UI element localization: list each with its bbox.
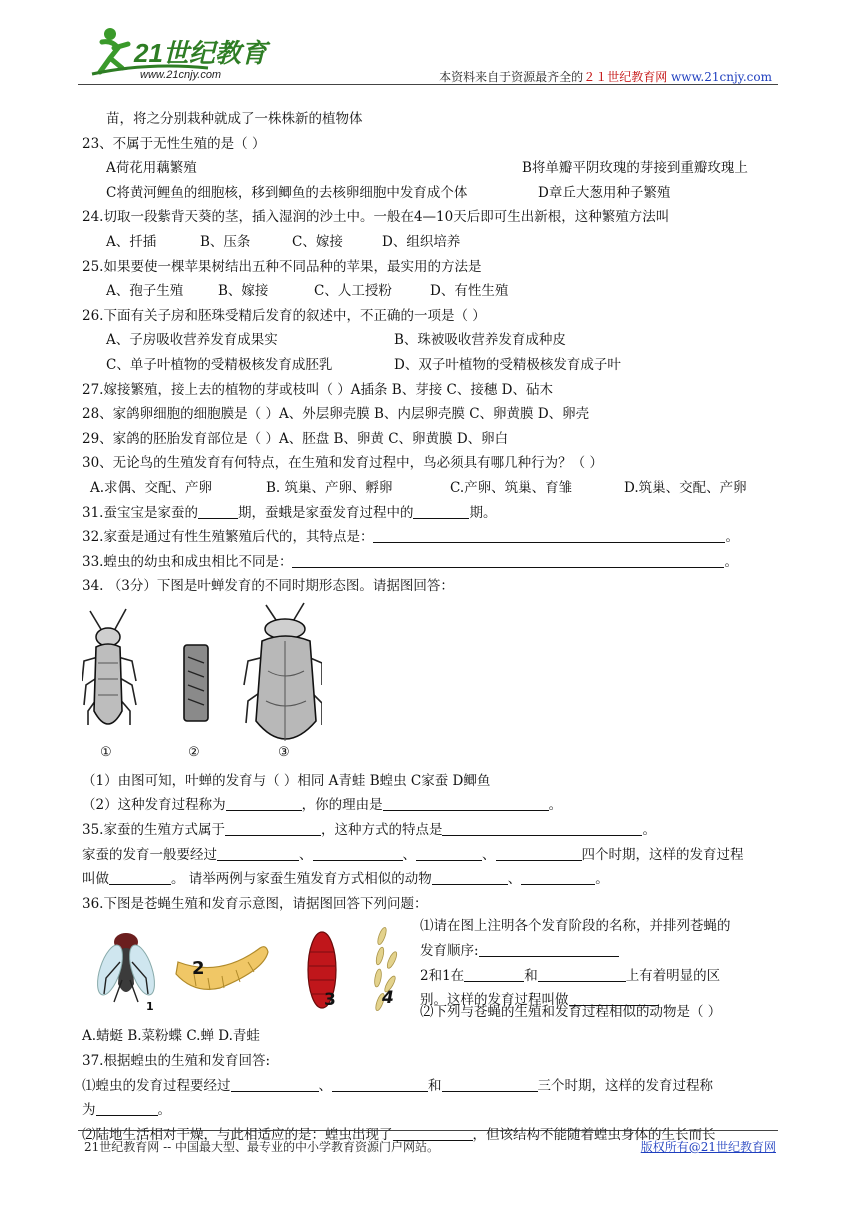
answer-blank[interactable] <box>442 1076 538 1092</box>
answer-blank[interactable] <box>383 795 549 811</box>
source-highlight: ２１世纪教育网 <box>583 70 668 84</box>
fly-stage-label-2: 2 <box>192 958 205 980</box>
footer-divider <box>78 1130 778 1131</box>
stage-label-1: ① <box>100 744 112 760</box>
question-28: 28、家鸽卵细胞的细胞膜是（ ）A、外层卵壳膜 B、内层卵壳膜 C、卵黄膜 D、卵壳 <box>82 406 590 423</box>
fly-stage-label-4: 4 <box>382 988 394 1009</box>
leafhopper-figure <box>82 601 782 769</box>
question-25-options <box>82 279 782 304</box>
answer-blank[interactable] <box>96 1100 158 1116</box>
question-33: 33.蝗虫的幼虫和成虫相比不同是： 。 <box>82 553 738 570</box>
question-32: 32.家蚕是通过有性生殖繁殖后代的，其特点是： 。 <box>82 529 739 546</box>
question-23-options-cd <box>82 181 782 206</box>
page-header <box>78 22 778 84</box>
option-b: B、嫁接 <box>218 283 269 300</box>
option-b: B、压条 <box>200 233 251 250</box>
option-c: C将黄河鲤鱼的细胞核，移到鲫鱼的去核卵细胞中发育成个体 <box>106 184 468 201</box>
option-d: D章丘大葱用种子繁殖 <box>538 184 671 201</box>
answer-blank[interactable] <box>225 820 321 836</box>
question-26-options-ab <box>82 328 782 353</box>
option-d: D.筑巢、交配、产卵 <box>624 479 747 496</box>
option-a: A、子房吸收营养发育成果实 <box>106 332 278 349</box>
question-36-2-text: ⑵下列与苍蝇的生殖和发育过程相似的动物是（ ） <box>420 1004 722 1021</box>
fly-stage-label-3: 3 <box>324 990 336 1011</box>
option-a: A、孢子生殖 <box>106 283 184 300</box>
answer-blank[interactable] <box>109 869 171 885</box>
question-36-text: ⑴请在图上注明各个发育阶段的名称，并排列苍蝇的 发育顺序: 2和1在 和 上有着明显的区 别。这样的发育过程叫做 <box>420 918 731 1009</box>
question-31: 31.蚕宝宝是家蚕的 期，蚕蛾是家蚕发育过程中的 期。 <box>82 504 497 521</box>
option-b: B、珠被吸收营养发育成种皮 <box>394 332 566 349</box>
answer-blank[interactable] <box>432 869 508 885</box>
option-b: B. 筑巢、产卵、孵卵 <box>266 479 393 496</box>
question-26: 26.下面有关子房和胚珠受精后发育的叙述中，不正确的一项是（ ） <box>82 307 486 324</box>
question-23: 23、不属于无性生殖的是（ ） <box>82 135 266 152</box>
question-23-options-ab <box>82 156 782 181</box>
answer-blank[interactable] <box>521 869 595 885</box>
stage-label-2: ② <box>188 744 200 760</box>
question-37: 37.根据蝗虫的生殖和发育回答: <box>82 1053 271 1070</box>
question-37-1: ⑴蝗虫的发育过程要经过 、 和 三个时期，这样的发育过程称 <box>82 1077 713 1094</box>
question-36-2 <box>82 1004 782 1049</box>
source-note: 本资料来自于资源最齐全的２１世纪教育网 www.21cnjy.com <box>439 70 772 84</box>
question-36-options: A.蜻蜓 B.菜粉蝶 C.蝉 D.青蛙 <box>82 1028 260 1045</box>
option-c: C.产卵、筑巢、育雏 <box>450 479 573 496</box>
source-url[interactable]: www.21cnjy.com <box>671 70 772 84</box>
answer-blank[interactable] <box>479 941 619 957</box>
answer-blank[interactable] <box>464 966 524 982</box>
question-24-options <box>82 230 782 255</box>
answer-blank[interactable] <box>332 1076 428 1092</box>
copyright-link[interactable]: 版权所有@21世纪教育网 <box>640 1140 776 1154</box>
question-35-b: 家蚕的发育一般要经过 、 、 、 四个时期，这样的发育过程 <box>82 846 744 863</box>
page-footer <box>84 1138 776 1155</box>
footer-text: 21世纪教育网 -- 中国最大型、最专业的中小学教育资源门户网站。 <box>84 1140 440 1154</box>
question-26-options-cd <box>82 353 782 378</box>
answer-blank[interactable] <box>413 503 469 519</box>
option-c: C、人工授粉 <box>314 283 392 300</box>
site-logo <box>88 24 288 82</box>
question-35: 35.家蚕的生殖方式属于 ，这种方式的特点是 。 <box>82 822 656 839</box>
option-b: B将单瓣平阴玫瑰的芽接到重瓣玫瑰上 <box>522 160 748 177</box>
option-d: D、有性生殖 <box>430 283 509 300</box>
stage-label-3: ③ <box>278 744 290 760</box>
question-29: 29、家鸽的胚胎发育部位是（ ）A、胚盘 B、卵黄 C、卵黄膜 D、卵白 <box>82 430 509 447</box>
svg-text:21世纪教育: 21世纪教育 <box>134 38 267 68</box>
question-36: 36.下图是苍蝇生殖和发育示意图，请据图回答下列问题： <box>82 895 428 912</box>
question-30: 30、无论鸟的生殖发育有何特点，在生殖和发育过程中，鸟必须具有哪几种行为？（ ） <box>82 455 603 472</box>
question-27: 27.嫁接繁殖，接上去的植物的芽或枝叫（ ）A插条 B、芽接 C、接穗 D、砧木 <box>82 381 553 398</box>
question-30-options <box>82 476 782 501</box>
text-line: 苗，将之分别栽种就成了一株株新的植物体 <box>106 111 363 127</box>
leafhopper-stages-image <box>82 601 322 769</box>
answer-blank[interactable] <box>231 1076 319 1092</box>
answer-blank[interactable] <box>416 845 482 861</box>
fly-stage-label-1: 1 <box>146 1000 154 1014</box>
answer-blank[interactable] <box>373 527 725 543</box>
answer-blank[interactable] <box>226 795 302 811</box>
question-35-c: 叫做 。 请举两例与家蚕生殖发育方式相似的动物 、 。 <box>82 871 609 888</box>
question-34: 34. （3分）下图是叶蝉发育的不同时期形态图。请据图回答： <box>82 578 454 595</box>
question-24: 24.切取一段紫背天葵的茎，插入湿润的沙土中。一般在4—10天后即可生出新根，这种繁殖方法叫 <box>82 209 670 226</box>
answer-blank[interactable] <box>313 845 403 861</box>
question-25: 25.如果要使一棵苹果树结出五种不同品种的苹果，最实用的方法是 <box>82 258 482 275</box>
answer-blank[interactable] <box>538 966 626 982</box>
question-34-1: （1）由图可知，叶蝉的发育与（ ）相同 A青蛙 B蝗虫 C家蚕 D鲫鱼 <box>82 772 491 789</box>
option-a: A荷花用藕繁殖 <box>106 160 197 177</box>
svg-text:www.21cnjy.com: www.21cnjy.com <box>140 69 222 81</box>
option-d: D、组织培养 <box>382 233 461 250</box>
option-d: D、双子叶植物的受精极核发育成子叶 <box>394 356 621 373</box>
option-c: C、嫁接 <box>292 233 343 250</box>
option-c: C、单子叶植物的受精极核发育成胚乳 <box>106 356 333 373</box>
answer-blank[interactable] <box>496 845 582 861</box>
option-a: A.求偶、交配、产卵 <box>90 479 213 496</box>
option-a: A、扦插 <box>106 233 157 250</box>
answer-blank[interactable] <box>217 845 299 861</box>
question-37-2: ⑵陆地生活相对干燥，与此相适应的是：蝗虫出现了 ，但该结构不能随着蝗虫身体的生长而长 <box>82 1126 716 1143</box>
answer-blank[interactable] <box>198 503 238 519</box>
question-sheet <box>82 107 782 1147</box>
question-34-2: （2）这种发育过程称为 ，你的理由是 。 <box>82 797 563 814</box>
header-divider <box>78 84 778 85</box>
answer-blank[interactable] <box>292 552 724 568</box>
answer-blank[interactable] <box>442 820 642 836</box>
fly-development-image <box>90 922 410 1022</box>
question-37-1b: 为 。 <box>82 1102 171 1119</box>
